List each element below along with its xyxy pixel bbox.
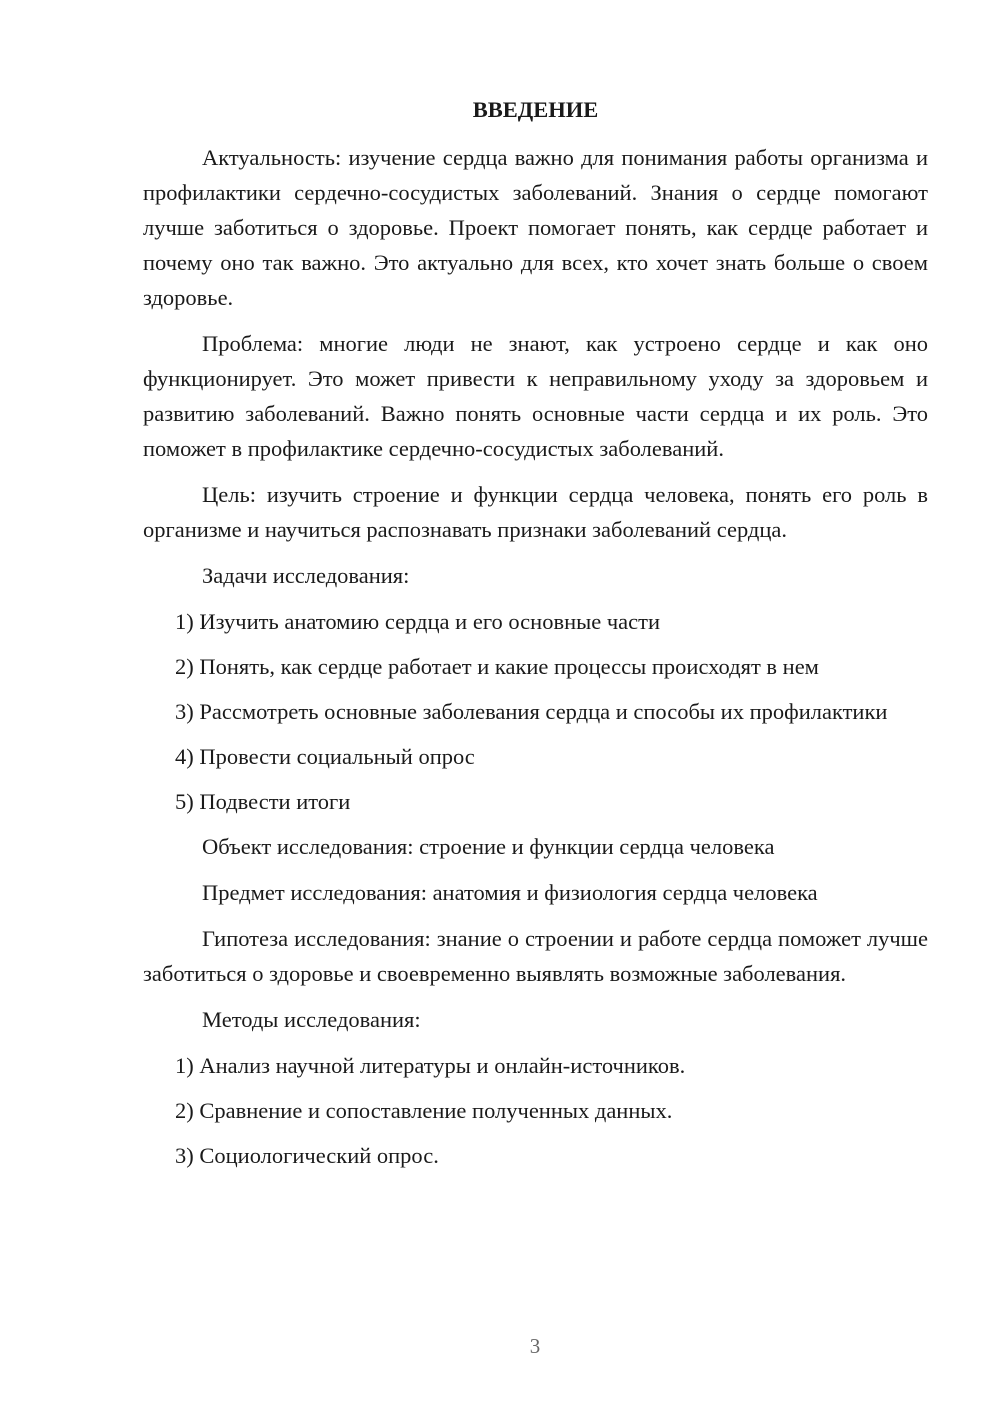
section-title: ВВЕДЕНИЕ bbox=[472, 97, 599, 122]
tasks-heading: Задачи исследования: bbox=[202, 563, 410, 588]
method-item: 2) Сравнение и сопоставление полученных данных. bbox=[175, 1098, 673, 1123]
method-item: 1) Анализ научной литературы и онлайн-источников. bbox=[175, 1053, 686, 1078]
task-item: 3) Рассмотреть основные заболевания сердца и способы их профилактики bbox=[175, 699, 888, 724]
methods-heading: Методы исследования: bbox=[202, 1007, 421, 1032]
task-item: 1) Изучить анатомию сердца и его основные части bbox=[175, 609, 661, 634]
task-item: 4) Провести социальный опрос bbox=[175, 744, 475, 769]
goal-paragraph: Цель: изучить строение и функции сердца человека, понять его роль в организме и научиться распознавать признаки заболеваний сердца. bbox=[143, 482, 928, 542]
relevance-paragraph: Актуальность: изучение сердца важно для понимания работы организма и профилактики сердечно-сосудистых заболеваний. Знания о сердце помогают лучше заботиться о здоровье. Проект помогает понять, как сердце работает и почему оно так важно. Это актуально для всех, кто хочет знать больше о своем здоровье. bbox=[143, 145, 928, 310]
hypothesis-paragraph: Гипотеза исследования: знание о строении и работе сердца поможет лучше заботиться о здоровье и своевременно выявлять возможные заболевания. bbox=[143, 926, 928, 986]
object-paragraph: Объект исследования: строение и функции сердца человека bbox=[202, 834, 775, 859]
subject-paragraph: Предмет исследования: анатомия и физиология сердца человека bbox=[202, 880, 818, 905]
task-item: 5) Подвести итоги bbox=[175, 789, 351, 814]
page-number: 3 bbox=[529, 1334, 541, 1358]
document-body bbox=[143, 94, 928, 1183]
method-item: 3) Социологический опрос. bbox=[175, 1143, 439, 1168]
task-item: 2) Понять, как сердце работает и какие процессы происходят в нем bbox=[175, 654, 819, 679]
problem-paragraph: Проблема: многие люди не знают, как устроено сердце и как оно функционирует. Это может привести к неправильному уходу за здоровьем и развитию заболеваний. Важно понять основные части сердца и их роль. Это поможет в профилактике сердечно-сосудистых заболеваний. bbox=[143, 331, 928, 461]
